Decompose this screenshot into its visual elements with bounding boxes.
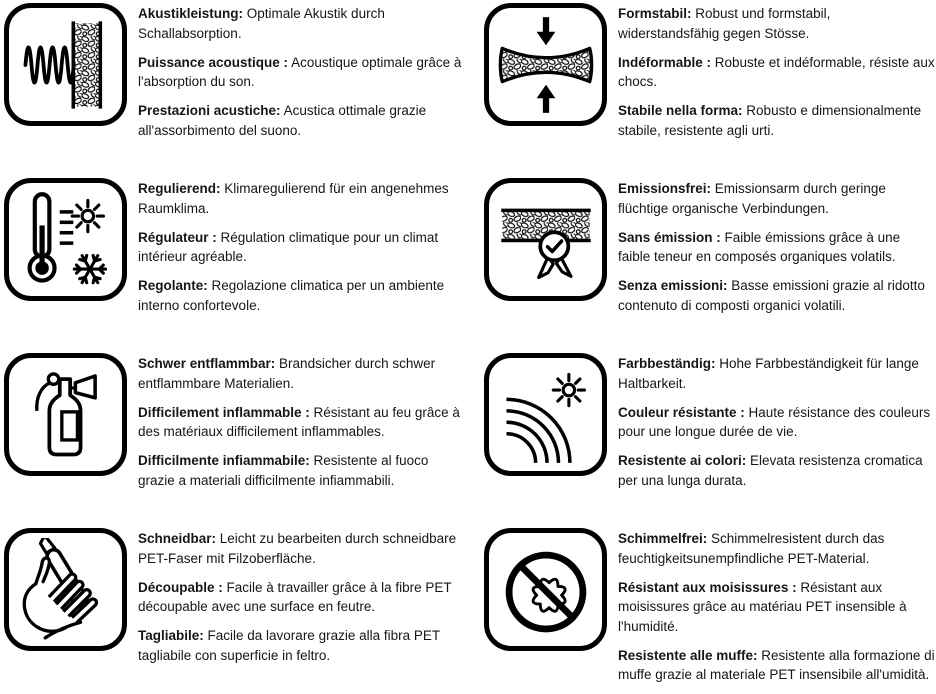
body-fr: Régulation climatique pour un climat intérieur agréable. bbox=[138, 229, 439, 264]
body-it: Regolazione climatica per un ambiente interno confortevole. bbox=[138, 278, 445, 313]
lead-de: Farbbeständig: bbox=[618, 356, 716, 371]
paragraph-it bbox=[138, 101, 466, 140]
paragraph-de bbox=[618, 4, 935, 43]
lead-fr: Couleur résistante : bbox=[618, 404, 745, 420]
mold-resistance-icon bbox=[484, 528, 607, 651]
feature-text bbox=[618, 178, 935, 325]
feature-text bbox=[138, 353, 466, 500]
body-de: Emissionsarm durch geringe flüchtige organische Verbindungen. bbox=[618, 181, 886, 216]
paragraph-it bbox=[138, 451, 466, 490]
cuttable-icon bbox=[4, 528, 127, 651]
body-de: Optimale Akustik durch Schallabsorption. bbox=[138, 6, 385, 41]
paragraph-it bbox=[618, 276, 935, 315]
body-fr: Facile à travailler grâce à la fibre PET découpable avec une surface en feutre. bbox=[138, 579, 452, 614]
paragraph-fr bbox=[618, 403, 935, 442]
body-de: Robust und formstabil, widerstandsfähig gegen Stösse. bbox=[618, 6, 831, 41]
lead-fr: Difficilement inflammable : bbox=[138, 404, 310, 420]
lead-de: Emissionsfrei: bbox=[618, 181, 712, 196]
paragraph-fr bbox=[618, 53, 935, 92]
lead-it: Stabile nella forma: bbox=[618, 103, 743, 118]
paragraph-it bbox=[618, 451, 935, 490]
lead-de: Schneidbar: bbox=[138, 531, 217, 546]
paragraph-de bbox=[618, 529, 935, 568]
shock-resistance-icon bbox=[484, 3, 607, 126]
paragraph-de bbox=[138, 354, 466, 393]
paragraph-fr bbox=[618, 578, 935, 637]
color-fastness-icon bbox=[484, 353, 607, 476]
lead-de: Regulierend: bbox=[138, 181, 221, 196]
lead-fr: Régulateur : bbox=[138, 229, 217, 245]
body-it: Resistente al fuoco grazie a materiali difficilmente infiammabili. bbox=[138, 453, 429, 488]
feature-tile-emission bbox=[484, 178, 935, 325]
lead-de: Schwer entflammbar: bbox=[138, 356, 276, 371]
body-it: Basse emissioni grazie al ridotto contenuto di composti organici volatili. bbox=[618, 278, 925, 313]
lead-it: Resistente ai colori: bbox=[618, 453, 747, 468]
lead-it: Difficilmente infiammabile: bbox=[138, 453, 310, 468]
paragraph-it bbox=[618, 646, 935, 685]
lead-it: Tagliabile: bbox=[138, 628, 204, 643]
feature-tile-acoustics bbox=[4, 3, 466, 150]
body-it: Elevata resistenza cromatica per una lunga durata. bbox=[618, 453, 923, 488]
feature-text bbox=[618, 528, 935, 694]
lead-fr: Indéformable : bbox=[618, 54, 712, 70]
body-it: Robusto e dimensionalmente stabile, resistente agli urti. bbox=[618, 103, 922, 138]
lead-fr: Résistant aux moisissures : bbox=[618, 579, 797, 595]
sound-absorption-icon bbox=[4, 3, 127, 126]
body-de: Leicht zu bearbeiten durch schneidbare PET-Faser mit Filzoberfläche. bbox=[138, 531, 457, 566]
paragraph-de bbox=[138, 4, 466, 43]
body-it: Acustica ottimale grazie all'assorbimento del suono. bbox=[138, 103, 427, 138]
feature-tile-fire bbox=[4, 353, 466, 500]
paragraph-de bbox=[138, 529, 466, 568]
body-it: Facile da lavorare grazie alla fibra PET tagliabile con superficie in feltro. bbox=[138, 628, 440, 663]
lead-de: Formstabil: bbox=[618, 6, 692, 21]
body-fr: Faible émissions grâce à une faible teneur en composés organiques volatils. bbox=[618, 229, 901, 264]
paragraph-de bbox=[138, 179, 466, 218]
paragraph-it bbox=[138, 276, 466, 315]
feature-text bbox=[138, 178, 466, 325]
fire-resistance-icon bbox=[4, 353, 127, 476]
lead-fr: Sans émission : bbox=[618, 229, 721, 245]
paragraph-it bbox=[138, 626, 466, 665]
feature-tile-cuttable bbox=[4, 528, 466, 675]
feature-text bbox=[138, 528, 466, 675]
paragraph-fr bbox=[618, 228, 935, 267]
low-emission-icon bbox=[484, 178, 607, 301]
body-de: Hohe Farbbeständigkeit für lange Haltbarkeit. bbox=[618, 356, 919, 391]
paragraph-de bbox=[618, 179, 935, 218]
body-fr: Résistant aux moisissures grâce au matériau PET insensible à l'humidité. bbox=[618, 579, 907, 634]
lead-fr: Découpable : bbox=[138, 579, 223, 595]
lead-fr: Puissance acoustique : bbox=[138, 54, 289, 70]
lead-it: Prestazioni acustiche: bbox=[138, 103, 281, 118]
body-fr: Résistant au feu grâce à des matériaux difficilement inflammables. bbox=[138, 404, 460, 439]
paragraph-it bbox=[618, 101, 935, 140]
body-de: Brandsicher durch schwer entflammbare Materialien. bbox=[138, 356, 436, 391]
feature-text bbox=[618, 353, 935, 500]
lead-de: Akustikleistung: bbox=[138, 6, 244, 21]
lead-it: Senza emissioni: bbox=[618, 278, 728, 293]
lead-de: Schimmelfrei: bbox=[618, 531, 708, 546]
feature-text bbox=[618, 3, 935, 150]
climate-regulation-icon bbox=[4, 178, 127, 301]
feature-tile-mold bbox=[484, 528, 935, 694]
body-fr: Acoustique optimale grâce à l'absorption du son. bbox=[138, 54, 462, 89]
body-fr: Robuste et indéformable, résiste aux chocs. bbox=[618, 54, 935, 89]
lead-it: Resistente alle muffe: bbox=[618, 647, 758, 663]
paragraph-fr bbox=[138, 403, 466, 442]
paragraph-fr bbox=[138, 228, 466, 267]
feature-text bbox=[138, 3, 466, 150]
paragraph-de bbox=[618, 354, 935, 393]
feature-tile-climate bbox=[4, 178, 466, 325]
paragraph-fr bbox=[138, 53, 466, 92]
paragraph-fr bbox=[138, 578, 466, 617]
feature-tile-color bbox=[484, 353, 935, 500]
body-fr: Haute résistance des couleurs pour une longue durée de vie. bbox=[618, 404, 931, 439]
lead-it: Regolante: bbox=[138, 278, 208, 293]
body-de: Schimmelresistent durch das feuchtigkeitsunempfindliche PET-Material. bbox=[618, 531, 885, 566]
body-de: Klimaregulierend für ein angenehmes Raumklima. bbox=[138, 181, 449, 216]
feature-tile-form-stability bbox=[484, 3, 935, 150]
body-it: Resistente alla formazione di muffe grazie al materiale PET insensibile all'umidità. bbox=[618, 647, 935, 682]
